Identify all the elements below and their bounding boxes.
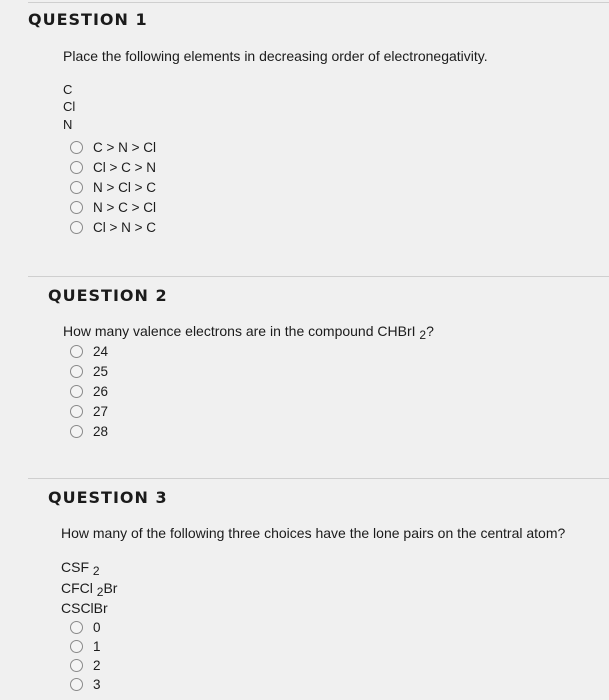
option-label: Cl > C > N: [93, 160, 157, 175]
question-3-prompt: How many of the following three choices have the lone pairs on the central atom?: [61, 525, 566, 541]
radio-button[interactable]: [70, 405, 83, 418]
option-label: 1: [93, 639, 101, 654]
option-label: N > Cl > C: [93, 180, 157, 195]
radio-button[interactable]: [70, 221, 83, 234]
option-row[interactable]: [70, 424, 108, 439]
question-2-header: QUESTION 2: [48, 286, 168, 305]
radio-button[interactable]: [70, 678, 83, 691]
option-label: C > N > Cl: [93, 140, 157, 155]
option-row[interactable]: [70, 140, 156, 155]
subscript: 2: [419, 328, 427, 342]
element-label: C: [63, 82, 73, 97]
question-1-prompt: Place the following elements in decreasing order of electronegativity.: [63, 48, 488, 64]
option-label: 3: [93, 677, 101, 692]
option-row[interactable]: [70, 364, 108, 379]
element-label: Cl: [63, 99, 76, 114]
question-2-prompt: [63, 323, 434, 342]
option-row[interactable]: [70, 639, 101, 654]
option-row[interactable]: [70, 658, 101, 673]
option-label: 0: [93, 620, 101, 635]
subscript: 2: [96, 585, 104, 599]
radio-button[interactable]: [70, 621, 83, 634]
option-row[interactable]: [70, 620, 101, 635]
compound-text: CSClBr: [61, 600, 108, 616]
compound-label: [61, 600, 108, 616]
radio-button[interactable]: [70, 141, 83, 154]
option-label: 27: [93, 404, 109, 419]
radio-button[interactable]: [70, 345, 83, 358]
compound-label: [61, 559, 100, 578]
compound-text: Br: [103, 580, 118, 596]
compound-label: [61, 580, 117, 599]
divider: [28, 478, 609, 479]
element-label: N: [63, 117, 73, 132]
subscript: 2: [92, 564, 100, 578]
option-row[interactable]: [70, 180, 156, 195]
option-row[interactable]: [70, 677, 101, 692]
option-label: 24: [93, 344, 109, 359]
question-1-header: QUESTION 1: [28, 10, 148, 29]
prompt-text: How many valence electrons are in the compound CHBrI: [63, 323, 416, 339]
option-label: Cl > N > C: [93, 220, 157, 235]
option-label: 2: [93, 658, 101, 673]
radio-button[interactable]: [70, 161, 83, 174]
divider: [28, 2, 609, 3]
option-row[interactable]: [70, 160, 156, 175]
question-3-header: QUESTION 3: [48, 488, 168, 507]
radio-button[interactable]: [70, 181, 83, 194]
option-label: 26: [93, 384, 109, 399]
option-label: N > C > Cl: [93, 200, 157, 215]
radio-button[interactable]: [70, 659, 83, 672]
radio-button[interactable]: [70, 365, 83, 378]
radio-button[interactable]: [70, 640, 83, 653]
radio-button[interactable]: [70, 385, 83, 398]
prompt-text: ?: [426, 323, 434, 339]
divider: [28, 276, 609, 277]
option-row[interactable]: [70, 384, 108, 399]
option-label: 25: [93, 364, 109, 379]
compound-text: CFCl: [61, 580, 93, 596]
option-row[interactable]: [70, 200, 156, 215]
option-row[interactable]: [70, 344, 108, 359]
radio-button[interactable]: [70, 201, 83, 214]
option-row[interactable]: [70, 220, 156, 235]
option-row[interactable]: [70, 404, 108, 419]
option-label: 28: [93, 424, 109, 439]
radio-button[interactable]: [70, 425, 83, 438]
compound-text: CSF: [61, 559, 89, 575]
